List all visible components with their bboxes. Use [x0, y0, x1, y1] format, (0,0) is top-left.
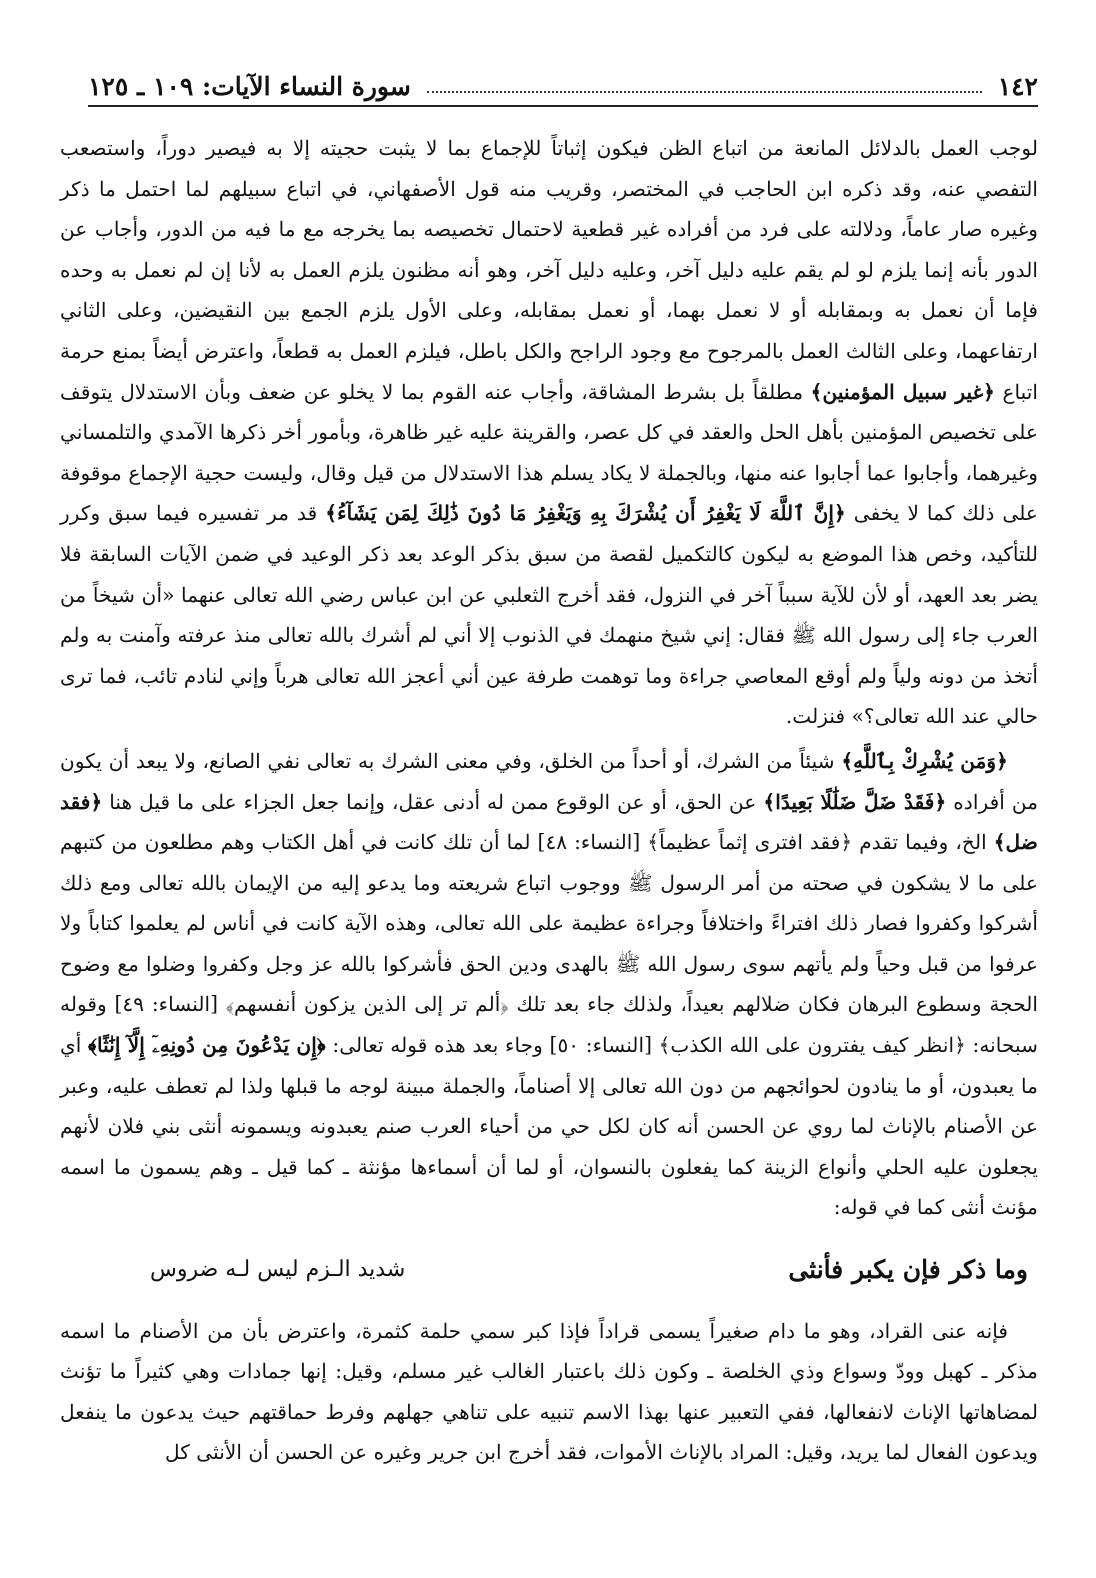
paragraph-2	[60, 741, 1038, 1228]
text-run: شيئاً من الشرك، أو أحداً من الخلق، وفي معنى الشرك به تعالى نفي الصانع، ولا يبعد أن يكون من أفراده	[60, 748, 1039, 814]
paragraph-1	[60, 128, 1038, 737]
quran-quote: ﴿فقد ضل﴾	[60, 789, 1038, 855]
quran-quote: ﴿إِن يَدْعُونَ مِن دُونِهِۦٓ إِلَّآ إِنَٰثًا﴾	[88, 1033, 326, 1058]
page-number: ١٤٢	[997, 72, 1038, 101]
quran-quote: ﴿إِنَّ ٱللَّهَ لَا يَغْفِرُ أَن يُشْرَكَ بِهِ وَيَغْفِرُ مَا دُونَ ذَٰلِكَ لِمَن يَشَآءُ﴾	[325, 501, 846, 526]
quran-quote: ﴿وَمَن يُشْرِكْ بِٱللَّهِ﴾	[841, 748, 1008, 773]
poem-second-hemistich: شديد الـزم ليس لـه ضروس	[150, 1257, 406, 1283]
text-run: الخ، وفيما تقدم ﴿فقد افترى إثماً عظيماً﴾ [النساء: ٤٨] لما أن تلك كانت في أهل الكتاب وهم مطلعون من كتبهم على ما لا يشكون في صحته من أمر الرسول ﷺ ووجوب اتباع شريعته وما يدعو إليه من الإيمان بالله تعالى ومع ذلك أشركوا وكفروا فصار ذلك افتراءً واختلافاً وجراءة عظيمة على الله تعالى، وهذه الآية كانت في أناس لم يعلموا كتاباً ولا عرفوا من قبل وحياً ولم يأتهم سوى رسول الله ﷺ بالهدى ودين الحق فأشركوا بالله عز وجل وكفروا وضلوا مع وضوح الحجة وسطوع البرهان فكان ضلالهم بعيداً، ولذلك جاء بعد تلك ﴿ألم تر إلى الذين يزكون أنفسهم﴾ [النساء: ٤٩] وقوله سبحانه: ﴿انظر كيف يفترون على الله الكذب﴾ [النساء: ٥٠] وجاء بعد هذه قوله تعالى:	[60, 830, 1038, 1058]
header-dot-leader	[427, 91, 982, 93]
text-run: عن الحق، أو عن الوقوع ممن له أدنى عقل، وإنما جعل الجزاء على ما قيل هنا	[102, 789, 764, 814]
text-run: قد مر تفسيره فيما سبق وكرر للتأكيد، وخص هذا الموضع به ليكون كالتكميل لقصة من سبق بذكر الوعد بعد ذكر الوعيد في ضمن الآيات السابقة فلا يضر بعد العهد، أو لأن للآية سبباً آخر في النزول، فقد أخرج الثعلبي عن ابن عباس رضي الله تعالى عنهما «أن شيخاً من العرب جاء إلى رسول الله ﷺ فقال: إني شيخ منهمك في الذنوب إلا أني لم أشرك بالله تعالى منذ عرفته وآمنت به ولم أتخذ من دونه ولياً ولم أوقع المعاصي جراءة وما توهمت طرفة عين أني أعجز الله تعالى هرباً وإني لنادم تائب، فما ترى حالي عند الله تعالى؟» فنزلت.	[60, 501, 1038, 729]
surah-title: سورة النساء الآيات: ١٠٩ ـ ١٢٥	[88, 72, 411, 101]
quran-quote: ﴿غير سبيل المؤمنين﴾	[810, 379, 995, 404]
poem-verse	[150, 1250, 1028, 1291]
running-header	[88, 72, 1038, 107]
text-run: أي ما يعبدون، أو ما ينادون لحوائجهم من دون الله تعالى إلا أصناماً، والجملة مبينة لوجه ما قبلها ولذا لم تعطف عليه، وعبر عن الأصنام بالإناث لما روي عن الحسن أنه كان لكل حي من أحياء العرب صنم يعبدونه ويسمونه أنثى بني فلان لأنهم يجعلون عليه الحلي وأنواع الزينة كما يفعلون بالنسوان، أو لما أن أسماءها مؤنثة ـ كما قيل ـ وهم يسمون ما اسمه مؤنث أنثى كما في قوله:	[60, 1033, 1038, 1220]
poem-first-hemistich: وما ذكر فإن يكبر فأنثى	[788, 1255, 1028, 1285]
quran-quote: ﴿فَقَدْ ضَلَّ ضَلَٰلًا بَعِيدًا﴾	[763, 789, 947, 814]
page-body	[60, 128, 1038, 1473]
text-run: لوجب العمل بالدلائل المانعة من اتباع الظن فيكون إثباتاً للإجماع بما لا يثبت حجيته إلا به فيصير دوراً، واستصعب التفصي عنه، وقد ذكره ابن الحاجب في المختصر، وقريب منه قول الأصفهاني، في اتباع سبيلهم لما احتمل ما ذكر وغيره صار عاماً، ودلالته على فرد من أفراده غير قطعية لاحتمال تخصيصه بما يخرجه مع ما فيه من الدور، وأجاب عن الدور بأنه إنما يلزم لو لم يقم عليه دليل آخر، وعليه دليل آخر، وهو أنه مظنون يلزم العمل به لأنا إن لم نعمل به وحده فإما أن نعمل به وبمقابله أو لا نعمل بهما، أو نعمل بمقابله، وعلى الأول يلزم الجمع بين النقيضين، وعلى الثاني ارتفاعهما، وعلى الثالث العمل بالمرجوح مع وجود الراجح والكل باطل، فيلزم العمل به قطعاً، واعترض أيضاً بمنع حرمة اتباع	[60, 136, 1038, 404]
paragraph-3: فإنه عنى القراد، وهو ما دام صغيراً يسمى قراداً فإذا كبر سمي حلمة كثمرة، واعترض بأن من الأصنام ما اسمه مذكر ـ كهبل وودّ وسواع وذي الخلصة ـ وكون ذلك باعتبار الغالب غير مسلم، وقيل: إنها جمادات وهي كثيراً ما تؤنث لمضاهاتها الإناث لانفعالها، ففي التعبير عنها بهذا الاسم تنبيه على تناهي جهلهم وفرط حماقتهم حيث يدعون ما ينفعل ويدعون الفعال لما يريد، وقيل: المراد بالإناث الأموات، فقد أخرج ابن جرير وغيره عن الحسن أن الأنثى كل	[60, 1318, 1038, 1465]
text-run: مطلقاً بل بشرط المشاقة، وأجاب عنه القوم بما لا يخلو عن ضعف وبأن الاستدلال يتوقف على تخصيص المؤمنين بأهل الحل والعقد في كل عصر، والقرينة عليه غير ظاهرة، وبأمور أخر ذكرها الآمدي والتلمساني وغيرهما، وأجابوا عما أجابوا عنه منها، وبالجملة لا يكاد يسلم هذا الاستدلال من قيل وقال، وليست حجية الإجماع موقوفة على ذلك كما لا يخفى	[60, 379, 1038, 526]
